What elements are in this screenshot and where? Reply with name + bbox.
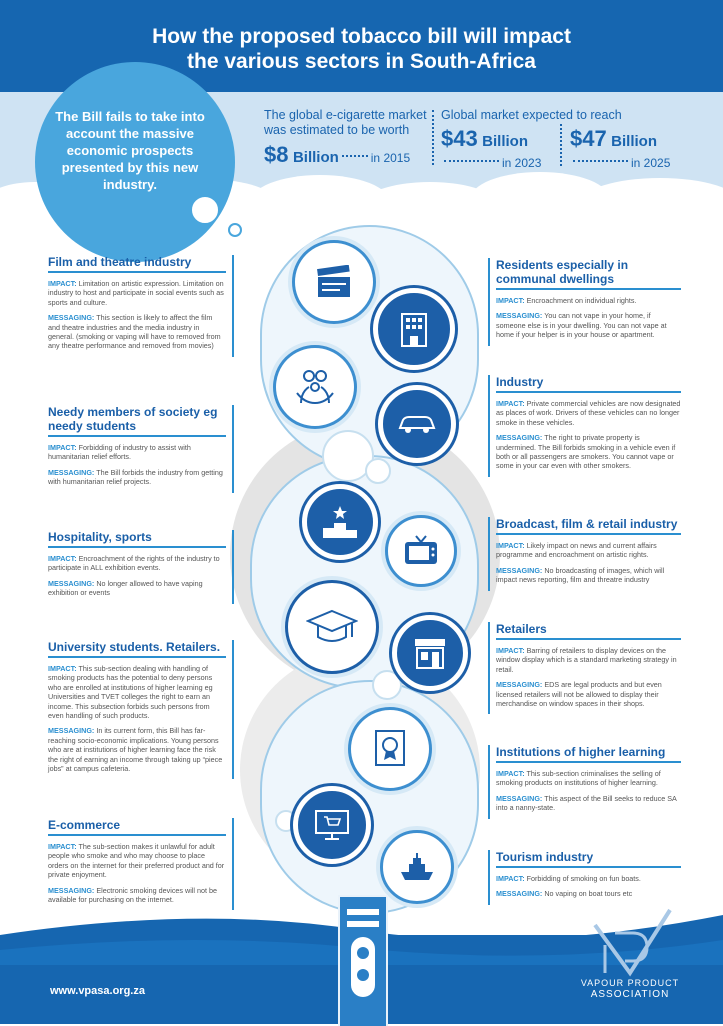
divider (432, 110, 434, 165)
device-slot (347, 909, 379, 915)
device-button (357, 969, 369, 981)
building-icon (373, 288, 455, 370)
website-link[interactable]: www.vpasa.org.za (50, 985, 145, 997)
section-university-retailers: University students. Retailers. IMPACT: This sub-section dealing with handling of smoking products has the potential to deny persons who are enrolled at institutions of higher learning eg Universities and TVET colleges the right to earn an income. This subsection forbids such persons from even handling of such products. MESSAGING: In its current form, this Bill has far-reaching socio-economic implications. Young persons who are at institutions of higher learning face the risk the right of earning an income through taking up “piece jobs” at campus cafeteria. (48, 640, 234, 779)
section-hospitality-sports: Hospitality, sports IMPACT: Encroachment of the rights of the industry to participate in ALL exhibition events. MESSAGING: No longer allowed to have vaping exhibition or events (48, 530, 234, 604)
family-icon (273, 345, 357, 429)
computer-cart-icon (293, 786, 371, 864)
section-higher-learning: Institutions of higher learning IMPACT: This sub-section criminalises the selling of smoking products on institutions of higher learning. MESSAGING: This aspect of the Bill seeks to reduce SA into a nanny-state. (488, 745, 681, 819)
tv-icon (385, 515, 457, 587)
device-button (357, 947, 369, 959)
device-slot (347, 921, 379, 927)
section-residents: Residents especially in communal dwellings IMPACT: Encroachment on individual rights. MESSAGING: You can not vape in your home, if someone else is in your dwelling. You can not vape at home if your helper is in your house or apartment. (488, 258, 681, 346)
car-icon (378, 385, 456, 463)
decor-bubble (365, 458, 391, 484)
association-logo-text: VAPOUR PRODUCT ASSOCIATION (580, 978, 680, 1000)
graduation-cap-icon (285, 580, 379, 674)
section-film-theatre: Film and theatre industry IMPACT: Limitation on artistic expression. Limitation on industry to host and participate in social events such as sports and culture. MESSAGING: This section is likely to affect the film and theatre industries and the media industry in general. (smoking or vaping will have to removed from any theatre performance and removed from movies) (48, 255, 234, 357)
stat-2025: $47 Billion in 2025 (570, 126, 671, 170)
ship-icon (380, 830, 454, 904)
divider (560, 124, 562, 166)
section-needy-members: Needy members of society eg needy students IMPACT: Forbidding of industry to assist with humanitarian relief efforts. MESSAGING: The Bill forbids the industry from getting with humanitarian relief projects. (48, 405, 234, 493)
vape-device-illustration (338, 895, 388, 1026)
section-tourism: Tourism industry IMPACT: Forbidding of smoking on fun boats. MESSAGING: No vaping on boat tours etc (488, 850, 681, 905)
podium-icon (302, 484, 378, 560)
dotted-leader (573, 160, 628, 162)
dotted-leader (444, 160, 499, 162)
section-e-commerce: E-commerce IMPACT: The sub-section makes it unlawful for adult people who smoke and who may choose to place orders on the internet for their preferred product and for private enjoyment. MESSAGING: Electronic smoking devices will not be available for purchasing on the internet. (48, 818, 234, 910)
device-window (351, 937, 375, 997)
dotted-leader (342, 155, 368, 157)
shopfront-icon (392, 615, 468, 691)
decor-bubble (190, 195, 220, 225)
section-industry: Industry IMPACT: Private commercial vehicles are now designated as places of work. Drivers of these vehicles can no longer smoke in these vehicles. MESSAGING: The right to private property is undermined. The Bill forbids smoking in a vehicle even if both or all passengers are smokers. You cannot vape or some in your car even with other smokers. (488, 375, 681, 477)
cloud-shape (580, 178, 723, 228)
section-retailers: Retailers IMPACT: Barring of retailers to display devices on the window display which is a standard marketing strategy in retail. MESSAGING: EDS are legal products and but even licensed retailers will not be allowed to display their merchandise on window spaces in their shops. (488, 622, 681, 714)
clapperboard-icon (292, 240, 376, 324)
section-broadcast-film-retail: Broadcast, film & retail industry IMPACT: Likely impact on news and current affairs programme and encroachment on artistic rights. MESSAGING: No broadcasting of images, which will impact news reporting, film and threatre industry (488, 517, 681, 591)
certificate-icon (348, 707, 432, 791)
stat-forecast: Global market expected to reach (441, 108, 622, 122)
page-title: How the proposed tobacco bill will impact the various sectors in South-Africa (152, 25, 571, 73)
decor-bubble (228, 223, 242, 237)
hero-statement: The Bill fails to take into account the massive economic prospects presented by this new industry. (55, 109, 205, 192)
stat-2015: The global e-cigarette market was estimated to be worth $8 Billion in 2015 (264, 108, 427, 167)
stat-2023: $43 Billion in 2023 (441, 126, 542, 170)
vpa-logo-icon (585, 905, 675, 980)
decor-bubble (372, 670, 402, 700)
